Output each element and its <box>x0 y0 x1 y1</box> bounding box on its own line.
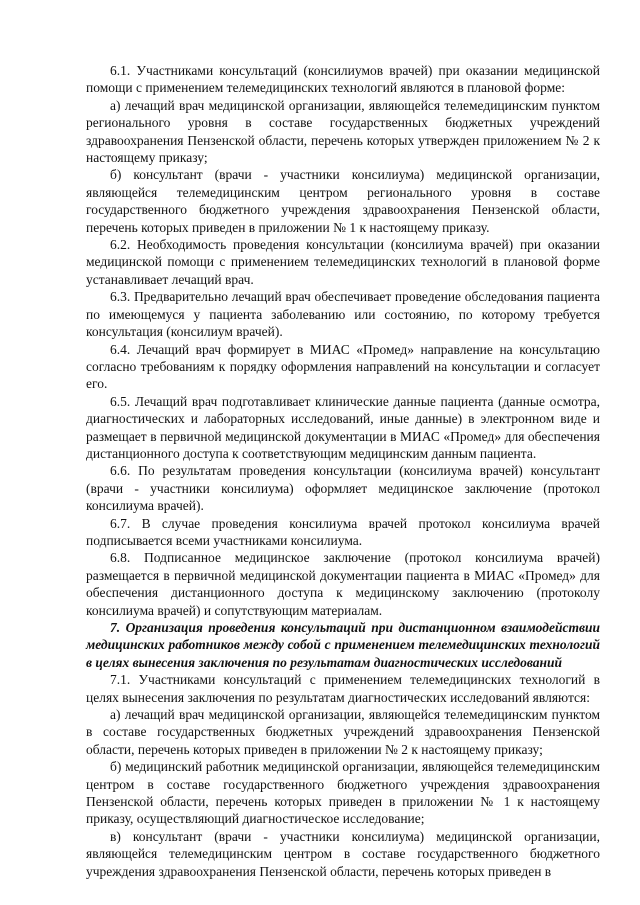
section-title: Организация проведения консультаций при дистанционном взаимодействии медицинских работников между собой с применением телемедицинских технологий в целях вынесения заключения по результатам диагностических исследований <box>86 620 600 670</box>
paragraph-6-1-b: б) консультант (врачи - участники консилиума) медицинской организации, являющейся телемедицинским центром регионального уровня в составе государственного бюджетного учреждения здравоохранения Пензенской области, перечень которых приведен в приложении № 1 к настоящему приказу. <box>86 167 600 235</box>
paragraph-6-8: 6.8. Подписанное медицинское заключение (протокол консилиума врачей) размещается в первичной медицинской документации пациента в МИАС «Промед» для обеспечения дистанционного доступа к медицинскому заключению (протоколу консилиума врачей) и сопутствующим материалам. <box>86 550 600 618</box>
paragraph-7-1: 7.1. Участниками консультаций с применением телемедицинских технологий в целях вынесения заключения по результатам диагностических исследований являются: <box>86 672 600 705</box>
paragraph-6-2: 6.2. Необходимость проведения консультации (консилиума врачей) при оказании медицинской помощи с применением телемедицинских технологий в плановой форме устанавливает лечащий врач. <box>86 237 600 287</box>
paragraph-6-1-a: а) лечащий врач медицинской организации, являющейся телемедицинским пунктом регионального уровня в составе государственных бюджетных учреждений здравоохранения Пензенской области, перечень которых утвержден приложением № 2 к настоящему приказу; <box>86 97 600 166</box>
paragraph-6-4: 6.4. Лечащий врач формирует в МИАС «Промед» направление на консультацию согласно требованиям к порядку оформления направлений на консультации и согласует его. <box>86 341 600 392</box>
paragraph-6-3: 6.3. Предварительно лечащий врач обеспечивает проведение обследования пациента по имеющемуся у пациента заболеванию или состоянию, по которому требуется консультация (консилиум врачей). <box>86 289 600 340</box>
document-page <box>86 62 600 880</box>
paragraph-6-6: 6.6. По результатам проведения консультации (консилиума врачей) консультант (врачи - участники консилиума) оформляет медицинское заключение (протокол консилиума врачей). <box>86 463 600 514</box>
paragraph-7-1-b: б) медицинский работник медицинской организации, являющейся телемедицинским центром в составе государственного бюджетного учреждения здравоохранения Пензенской области, перечень которых приведен в приложении № 1 к настоящему приказу, осуществляющий диагностическое исследование; <box>86 759 600 827</box>
paragraph-6-1: 6.1. Участниками консультаций (консилиумов врачей) при оказании медицинской помощи с применением телемедицинских технологий являются в плановой форме: <box>86 63 600 96</box>
section-heading-7 <box>86 619 600 671</box>
paragraph-6-5: 6.5. Лечащий врач подготавливает клинические данные пациента (данные осмотра, диагностических и лабораторных исследований, иные данные) в электронном виде и размещает в первичной медицинской документации в МИАС «Промед» для обеспечения дистанционного доступа к соответствующим медицинским данным пациента. <box>86 393 600 461</box>
paragraph-6-7: 6.7. В случае проведения консилиума врачей протокол консилиума врачей подписывается всеми участниками консилиума. <box>86 515 600 548</box>
paragraph-7-1-a: а) лечащий врач медицинской организации, являющейся телемедицинским пунктом в составе государственных бюджетных учреждений здравоохранения Пензенской области, перечень которых приведен в приложении № 2 к настоящему приказу; <box>86 707 600 757</box>
section-number: 7. <box>110 620 121 635</box>
paragraph-7-1-c: в) консультант (врачи - участники консилиума) медицинской организации, являющейся телемедицинским центром в составе государственного бюджетного учреждения здравоохранения Пензенской области, перечень которых приведен в <box>86 828 600 879</box>
